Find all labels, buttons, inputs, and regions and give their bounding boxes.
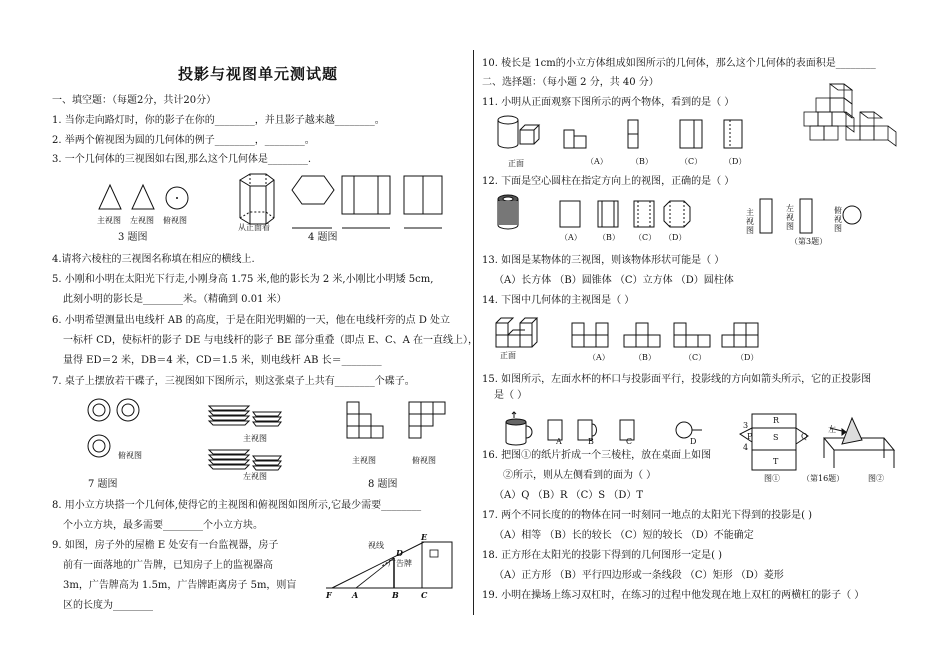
q14-option-a: （A） xyxy=(588,353,610,362)
question-5-line-1: 5. 小刚和小明在太阳光下行走,小刚身高 1.75 米,他的影长为 2 米,小刚比小明矮 5cm, xyxy=(52,274,434,285)
question-13-options: （A）长方体 （B）圆锥体 （C）立方体 （D）圆柱体 xyxy=(494,275,734,286)
q16-fig1-label: 图① xyxy=(764,474,780,483)
question-5-line-2: 此刻小明的影长是________米。（精确到 0.01 米） xyxy=(63,294,287,305)
question-2: 2. 举两个俯视图为圆的几何体的例子________，________。 xyxy=(52,135,315,146)
q14-option-views xyxy=(572,323,758,347)
question-9-line-1: 9. 如图，房子外的屋檐 E 处安有一台监视器，房子 xyxy=(52,540,279,551)
q9-label-sightline: 视线 xyxy=(368,541,384,550)
q15-option-d: D xyxy=(690,437,697,446)
q14-option-d: （D） xyxy=(736,353,759,362)
q8-cube-views-figure xyxy=(345,400,445,460)
question-6-line-2: 一标杆 CD，使标杆的影子 DE 与电线杆的影子 BE 部分重叠（即点 E、C、A 在一直线上）， xyxy=(63,335,479,346)
q7-left-view-label: 左视图 xyxy=(243,472,267,481)
q3-figure-caption: 3 题图 xyxy=(118,232,148,243)
q14-3d-block xyxy=(496,318,537,347)
q16-net-R: R xyxy=(773,416,780,425)
q9-label-B: B xyxy=(392,590,399,600)
q9-label-D: D xyxy=(396,548,403,558)
q11-option-b: （B） xyxy=(631,157,653,166)
question-18-options: （A）正方形 （B）平行四边形或一条线段 （C）矩形 （D）菱形 xyxy=(494,570,784,581)
plate-stack-front xyxy=(209,406,281,426)
q4-figure-caption: 4 题图 xyxy=(308,232,338,243)
q8-front-view-grid xyxy=(347,402,383,438)
q9-label-E: E xyxy=(421,532,428,542)
question-11: 11. 小明从正面观察下图所示的两个物体，看到的是（ ） xyxy=(482,97,735,108)
q9-label-F: F xyxy=(326,590,332,600)
question-8-line-2: 个小立方块，最多需要________个小立方块。 xyxy=(63,520,263,531)
hollow-cylinder-3d xyxy=(498,195,518,229)
question-12: 12. 下面是空心圆柱在指定方向上的视图，正确的是（ ） xyxy=(482,176,735,187)
q16-net-4: 4 xyxy=(743,443,749,452)
page-title: 投影与视图单元测试题 xyxy=(178,65,339,83)
q16-net-P: P xyxy=(747,432,753,441)
triangle-left-view xyxy=(132,185,154,209)
q12-option-c: （C） xyxy=(634,233,657,242)
q9-label-billboard: 广告牌 xyxy=(388,559,412,568)
q16-net-T: T xyxy=(773,457,779,466)
question-14: 14. 下图中几何体的主视图是（ ） xyxy=(482,295,635,306)
q16-net-Q: Q xyxy=(801,432,808,441)
q11-cylinder-cube-figure xyxy=(494,114,754,162)
q16-net-S: S xyxy=(773,433,779,442)
q11-option-d: （D） xyxy=(724,157,747,166)
q3-label-left: 左视图 xyxy=(130,216,154,225)
q15-option-c: C xyxy=(626,437,633,446)
q16-net-3: 3 xyxy=(743,421,749,430)
question-4: 4.请将六棱柱的三视图名称填在相应的横线上. xyxy=(52,254,255,265)
q12-main-view-label: 主视图 xyxy=(746,208,754,235)
question-6-line-1: 6. 小明希望测量出电线杆 AB 的高度，于是在阳光明媚的一天，他在电线杆旁的点 D 处立 xyxy=(52,315,451,326)
q7-top-view-label: 俯视图 xyxy=(118,451,142,460)
rect-view-two-panels xyxy=(404,176,442,214)
q12-option-views xyxy=(560,199,861,233)
q4-front-label: 从正面看 xyxy=(238,223,270,232)
cube-3d xyxy=(520,125,539,144)
q12-option-a: （A） xyxy=(560,233,582,242)
q11-front-label: 正面 xyxy=(508,159,524,168)
q3-label-top: 俯视图 xyxy=(163,216,187,225)
question-1: 1. 当你走向路灯时，你的影子在你的________，并且影子越来越________。 xyxy=(52,115,385,126)
q15-option-b: B xyxy=(588,437,594,446)
question-16-line-1: 16. 把图①的纸片折成一个三棱柱，放在桌面上如图 xyxy=(482,450,712,461)
hexagon-view xyxy=(292,176,334,204)
question-6-line-3: 量得 ED＝2 米，DB＝4 米，CD＝1.5 米，则电线杆 AB 长＝________ xyxy=(63,355,382,366)
q14-option-c: （C） xyxy=(684,353,707,362)
q7-front-view-label: 主视图 xyxy=(243,434,267,443)
question-17-options: （A）相等 （B）长的较长 （C）短的较长 （D）不能确定 xyxy=(494,530,754,541)
house-rect xyxy=(422,542,452,588)
plate-stack-left xyxy=(209,450,281,470)
question-7: 7. 桌子上摆放若干碟子，三视图如下图所示，则这张桌子上共有________个碟子。 xyxy=(52,376,415,387)
rect-view-three-panels xyxy=(342,176,390,214)
hexagonal-prism-3d xyxy=(240,174,274,224)
q14-front-label: 正面 xyxy=(500,351,516,360)
q7-figure-caption: 7 题图 xyxy=(88,479,118,490)
column-divider xyxy=(473,50,474,615)
q15-cup-figure xyxy=(502,410,722,446)
q11-option-a: （A） xyxy=(586,157,608,166)
q16-folding-figure xyxy=(734,410,904,476)
q8-figure-caption: 8 题图 xyxy=(368,479,398,490)
question-10: 10. 棱长是 1cm的小立方体组成如图所示的几何体，那么这个几何体的表面积是________ xyxy=(482,58,876,69)
q11-option-c: （C） xyxy=(680,157,703,166)
q12-top-view-label: 俯视图 xyxy=(834,206,842,233)
question-16-options: （A）Q （B）R （C）S （D）T xyxy=(494,490,644,501)
question-13: 13. 如图是某物体的三视图，则该物体形状可能是（ ） xyxy=(482,255,725,266)
q14-option-b: （B） xyxy=(634,353,656,362)
q15-option-shapes xyxy=(548,420,702,440)
plate-top-views xyxy=(88,399,139,457)
cylinder-3d xyxy=(498,116,518,148)
question-9-line-2: 前有一面落地的广告牌，已知房子上的监视器高 xyxy=(63,560,273,571)
q8-top-view-grid xyxy=(409,402,445,438)
q14-block-figure xyxy=(494,313,774,353)
q9-label-A: A xyxy=(352,590,359,600)
q9-label-C: C xyxy=(421,590,428,600)
q3-label-front: 主视图 xyxy=(97,216,121,225)
q8-front-label: 主视图 xyxy=(352,456,376,465)
question-19: 19. 小明在操场上练习双杠时，在练习的过程中他发现在地上双杠的两横杠的影子（ ） xyxy=(482,590,865,601)
cup-3d xyxy=(506,412,532,445)
question-3: 3. 一个几何体的三视图如右图,那么这个几何体是________. xyxy=(52,154,312,165)
q8-top-label: 俯视图 xyxy=(412,456,436,465)
house-window xyxy=(430,550,438,557)
question-18: 18. 正方形在太阳光的投影下得到的几何图形一定是( ) xyxy=(482,550,723,561)
question-17: 17. 两个不同长度的的物体在同一时刻同一地点的太阳光下得到的投影是( ) xyxy=(482,510,813,521)
q16-caption: （第16题） xyxy=(802,474,845,483)
q12-option-b: （B） xyxy=(598,233,620,242)
q16-left-label: 左 xyxy=(828,425,836,434)
q12-left-view-label: 左视图 xyxy=(786,204,794,231)
q10-cube-stack-figure xyxy=(800,80,900,156)
triangle-front-view xyxy=(99,185,121,209)
section-fill-in-heading: 一、填空题：（每题2分，共计20分） xyxy=(52,95,217,106)
question-16-line-2: ②所示，则从左侧看到的面为（ ） xyxy=(503,470,657,481)
question-9-line-4: 区的长度为________ xyxy=(63,600,153,611)
q16-fig2-label: 图② xyxy=(868,474,884,483)
section-choice-heading: 二、选择题：（每小题 2 分，共 40 分） xyxy=(482,77,659,88)
question-15-line-2: 是（ ） xyxy=(494,390,528,401)
q11-option-views xyxy=(564,120,742,148)
question-8-line-1: 8. 用小立方块搭一个几何体,使得它的主视图和俯视图如图所示,它最少需要________ xyxy=(52,500,422,511)
question-15-line-1: 15. 如图所示，左面水杯的杯口与投影面平行，投影线的方向如箭头所示，它的正投影图 xyxy=(482,374,872,385)
q12-option-d: （D） xyxy=(664,233,687,242)
q15-option-a: A xyxy=(556,437,562,446)
circle-center-dot xyxy=(176,197,178,199)
question-9-line-3: 3m，广告牌高为 1.5m，广告牌距离房子 5m，则盲 xyxy=(63,580,297,591)
q12-caption: （第3题） xyxy=(790,237,828,246)
